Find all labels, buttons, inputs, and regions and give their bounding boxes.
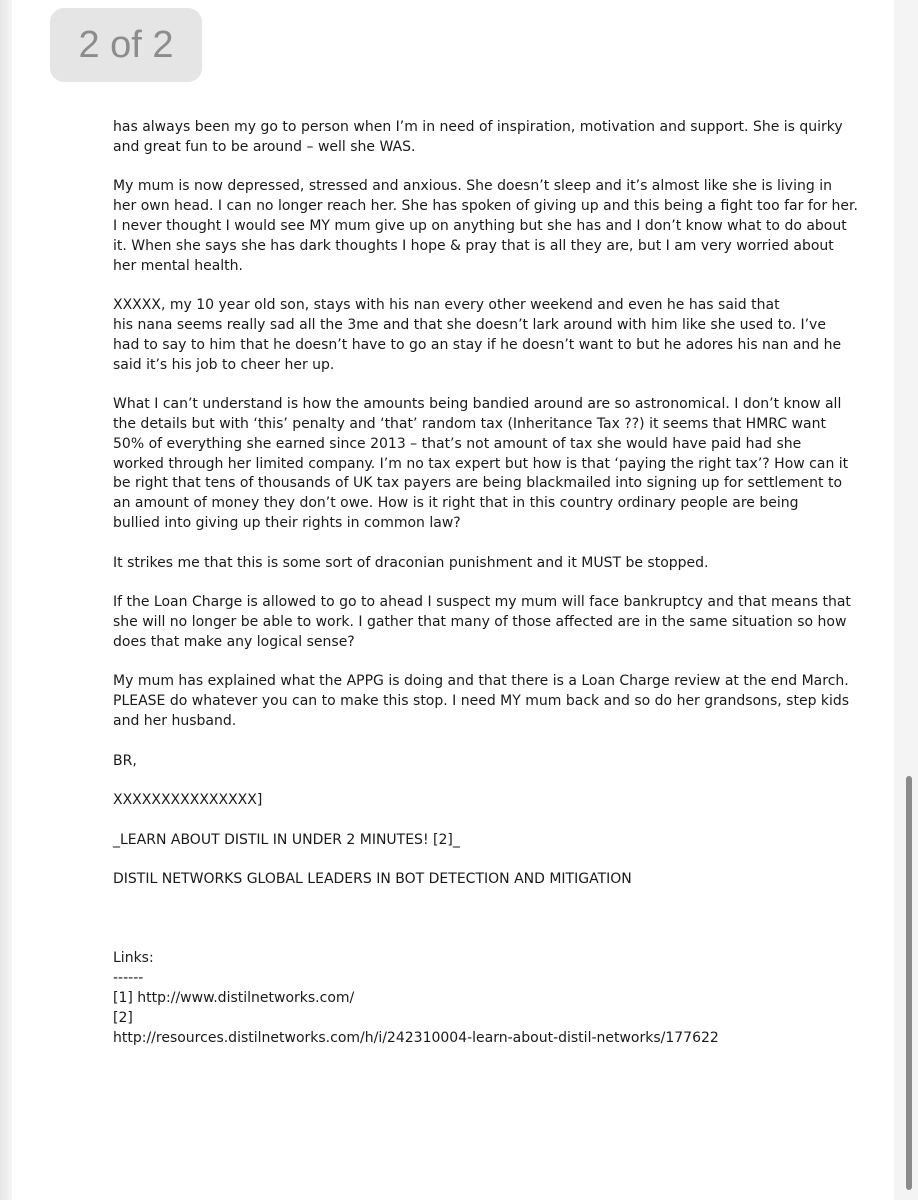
text-line: has always been my go to person when I’m in need of inspiration, motivation and support. She is quirky xyxy=(113,119,843,135)
link-2-label: [2] xyxy=(113,1009,133,1026)
spacer xyxy=(113,910,808,950)
paragraph-4 xyxy=(113,395,849,534)
text-line: 50% of everything she earned since 2013 – that’s not amount of tax she would have paid had she xyxy=(113,435,802,452)
text-line: said it’s his job to cheer her up. xyxy=(113,356,335,373)
paragraph-7 xyxy=(113,672,850,731)
text-line: What I can’t understand is how the amounts being bandied around are so astronomical. I don’t know all xyxy=(113,396,842,413)
text-line: My mum has explained what the APPG is doing and that there is a Loan Charge review at the end March. xyxy=(113,673,849,690)
paragraph-5 xyxy=(113,554,808,574)
links-heading: Links: xyxy=(113,950,154,967)
distil-tagline: DISTIL NETWORKS GLOBAL LEADERS IN BOT DETECTION AND MITIGATION xyxy=(113,871,632,888)
page-indicator: 2 of 2 xyxy=(50,8,202,82)
text-line: does that make any logical sense? xyxy=(113,633,355,650)
learn-about-distil-link[interactable]: _LEARN ABOUT DISTIL IN UNDER 2 MINUTES! [2]_ xyxy=(113,831,460,848)
links-divider: ------ xyxy=(113,970,144,987)
text-line: I never thought I would see MY mum give up on anything but she has and I don’t know what to do about xyxy=(113,217,847,234)
signature: XXXXXXXXXXXXXXX] xyxy=(113,792,263,809)
text-line: had to say to him that he doesn’t have to go an stay if he doesn’t want to but he adores his nan and he xyxy=(113,336,842,353)
text-line: and her husband. xyxy=(113,712,237,729)
text-line: it. When she says she has dark thoughts I hope & pray that is all they are, but I am very worried about xyxy=(113,237,834,254)
text-line: an amount of money they don’t owe. How is it right that in this country ordinary people are being xyxy=(113,495,799,512)
text-line: his nana seems really sad all the 3me and that she doesn’t lark around with him like she used to. I’ve xyxy=(113,316,826,333)
text-line: PLEASE do whatever you can to make this stop. I need MY mum back and so do her grandsons, step kids xyxy=(113,693,850,710)
text-line: the details but with ‘this’ penalty and ‘that’ random tax (Inheritance Tax ??) it seems that HMRC want xyxy=(113,415,826,432)
link-1[interactable]: [1] http://www.distilnetworks.com/ xyxy=(113,990,355,1007)
paragraph-1 xyxy=(113,118,843,158)
text-line: XXXXX, my 10 year old son, stays with his nan every other weekend and even he has said that xyxy=(113,297,780,314)
letter-body xyxy=(113,118,858,1048)
text-line: It strikes me that this is some sort of draconian punishment and it MUST be stopped. xyxy=(113,554,709,571)
paragraph-6 xyxy=(113,593,851,652)
text-line: bullied into giving up their rights in common law? xyxy=(113,514,461,531)
signoff: BR, xyxy=(113,752,137,769)
paragraph-3 xyxy=(113,296,842,375)
text-line: and great fun to be around – well she WAS. xyxy=(113,138,416,155)
paragraph-2 xyxy=(113,177,858,276)
scrollbar-thumb[interactable] xyxy=(906,776,912,1190)
page-edge xyxy=(0,0,12,1200)
text-line: worked through her limited company. I’m no tax expert but how is that ‘paying the right tax’? How can it xyxy=(113,455,849,472)
text-line: My mum is now depressed, stressed and anxious. She doesn’t sleep and it’s almost like she is living in xyxy=(113,178,832,195)
text-line: If the Loan Charge is allowed to go to ahead I suspect my mum will face bankruptcy and that means that xyxy=(113,594,851,611)
text-line: be right that tens of thousands of UK tax payers are being blackmailed into signing up for settlement to xyxy=(113,475,843,492)
links-section xyxy=(113,949,808,1048)
link-2-url[interactable]: http://resources.distilnetworks.com/h/i/242310004-learn-about-distil-networks/177622 xyxy=(113,1029,719,1046)
text-line: her mental health. xyxy=(113,257,243,274)
text-line: her own head. I can no longer reach her. She has spoken of giving up and this being a fight too far for her. xyxy=(113,198,858,215)
text-line: she will no longer be able to work. I gather that many of those affected are in the same situation so how xyxy=(113,613,847,630)
